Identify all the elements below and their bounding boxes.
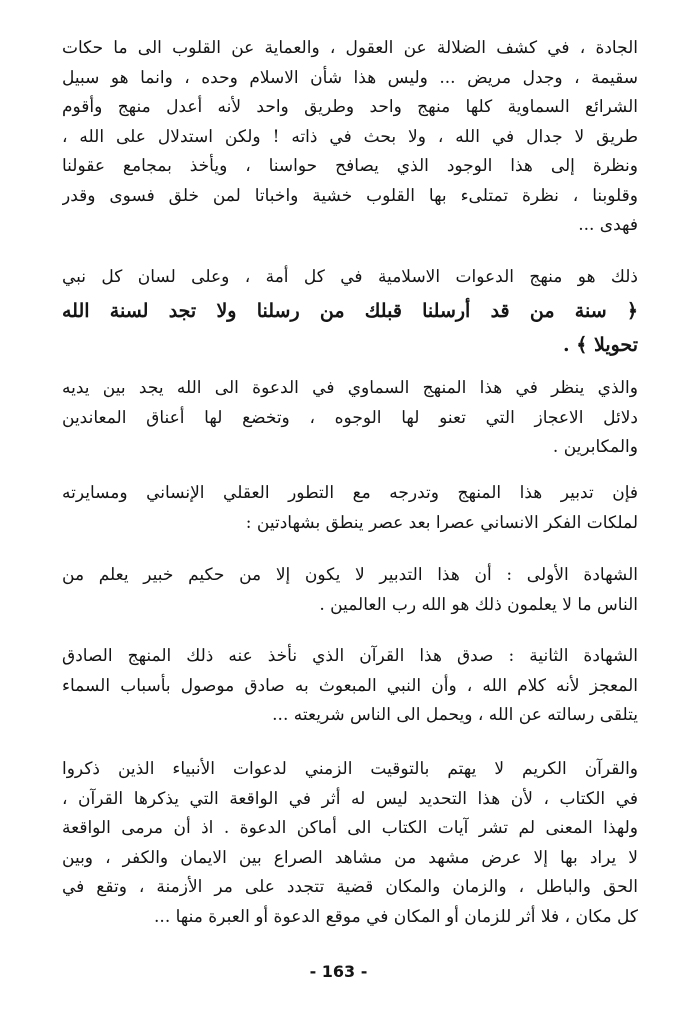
paragraph-5 (62, 561, 638, 620)
paragraph-3 (62, 374, 638, 463)
paragraph-2 (62, 263, 638, 293)
text-line: لملكات الفكر الانساني عصرا بعد عصر ينطق بشهادتين : (245, 512, 638, 533)
text-line: ولهذا المعنى لم تشر آيات الكتاب الى أماكن الدعوة . اذ أن مرمى الواقعة (62, 818, 638, 838)
quran-verse (62, 294, 638, 362)
text-line: الناس ما لا يعلمون ذلك هو الله رب العالمين . (319, 594, 638, 615)
text-line: يتلقى رسالته عن الله ، ويحمل الى الناس شريعته ... (272, 705, 638, 725)
text-line: الشرائع السماوية كلها منهج واحد وطريق واحد لأنه أعدل منهج وأقوم (62, 97, 638, 117)
verse-line: تحويلا ﴾ . (563, 334, 638, 356)
paragraph-6 (62, 642, 638, 731)
text-line: والقرآن الكريم لا يهتم بالتوقيت الزمني لدعوات الأنبياء الذين ذكروا (62, 759, 638, 779)
text-line: في الكتاب ، لأن هذا التحديد ليس له أثر في الواقعة التي يذكرها القرآن ، (62, 788, 638, 809)
text-line: فإن تدبير هذا المنهج وتدرجه مع التطور العقلي الإنساني ومسايرته (62, 483, 638, 503)
text-line: فهدى ... (578, 215, 638, 235)
text-line: لا يراد بها إلا عرض مشهد من مشاهد الصراع بين الايمان والكفر ، وبين (62, 847, 638, 868)
text-line: ذلك هو منهج الدعوات الاسلامية في كل أمة ، وعلى لسان كل نبي (62, 267, 638, 287)
text-line: سقيمة ، وجدل مريض ... وليس هذا شأن الاسلام وحده ، وانما هو سبيل (62, 67, 638, 88)
paragraph-1 (62, 34, 638, 241)
text-line: ونظرة إلى هذا الوجود الذي يصافح حواسنا ، ويأخذ بمجامع عقولنا (62, 156, 638, 176)
text-line: والمكابرين . (552, 437, 638, 457)
paragraph-7 (62, 755, 638, 932)
page-number: - 163 - (309, 962, 368, 981)
text-line: المعجز لأنه كلام الله ، وأن النبي المبعوث به صادق موصول بأسباب السماء (62, 675, 638, 696)
verse-line: ﴿ سنة من قد أرسلنا قبلك من رسلنا ولا تجد لسنة الله (62, 300, 638, 322)
text-line: طريق لا جدال في الله ، ولا بحث في ذاته ! ولكن استدلال على الله ، (62, 126, 638, 147)
text-line: دلائل الاعجاز التي تعنو لها الوجوه ، وتخضع لها أعناق المعاندين (62, 407, 638, 428)
text-line: الجادة ، في كشف الضلالة عن العقول ، والعماية عن القلوب الى ما حكات (62, 38, 638, 58)
text-line: والذي ينظر في هذا المنهج السماوي في الدعوة الى الله يجد بين يديه (62, 378, 638, 398)
text-line: الحق والباطل ، والزمان والمكان قضية تتجدد على مر الأزمنة ، وتقع في (62, 877, 638, 897)
text-line: الشهادة الأولى : أن هذا التدبير لا يكون إلا من حكيم خبير يعلم من (62, 565, 638, 585)
paragraph-4 (62, 479, 638, 538)
text-line: الشهادة الثانية : صدق هذا القرآن الذي نأخذ عنه ذلك المنهج الصادق (62, 646, 638, 666)
text-line: كل مكان ، فلا أثر للزمان أو المكان في موقع الدعوة أو العبرة منها ... (154, 906, 638, 927)
text-line: وقلوبنا ، نظرة تمتلىء بها القلوب خشية واخباتا لمن خلق فسوى وقدر (62, 185, 638, 206)
